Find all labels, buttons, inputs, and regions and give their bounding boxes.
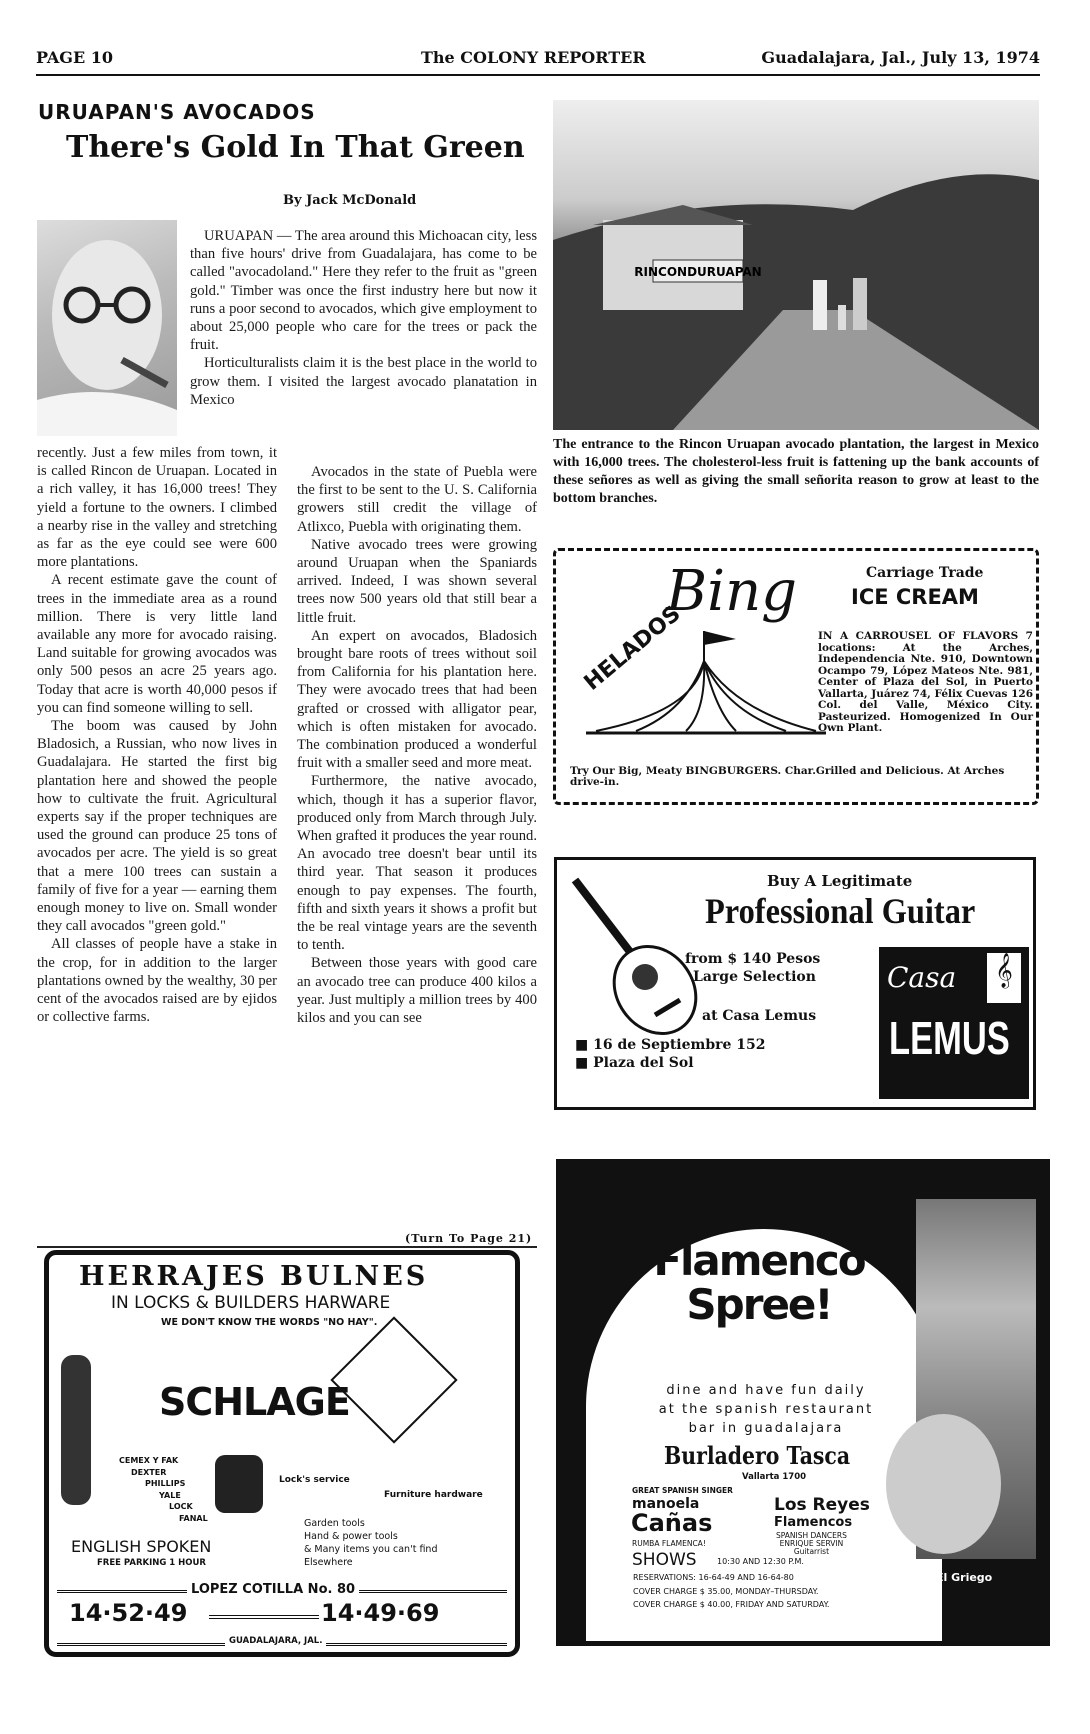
plantation-photo [553,100,1039,430]
cover-weekday: COVER CHARGE $ 35.00, MONDAY–THURSDAY. [633,1587,819,1596]
singer-first-name: manoela [632,1496,700,1512]
location-item: ■ 16 de Septiembre 152 [575,1037,766,1053]
bing-script-logo: Bing [666,559,797,624]
carousel-icon [586,621,826,741]
article-kicker: URUAPAN'S AVOCADOS [38,100,316,124]
hardware-subtitle: IN LOCKS & BUILDERS HARWARE [111,1293,391,1313]
furniture-hardware: Furniture hardware [384,1490,483,1500]
article-column-1 [37,444,277,1027]
singer-last-name: Cañas [631,1509,713,1537]
article-paragraph: The boom was caused by John Bladosich, a Russian, who now lives in Guadalajara. He started the first big plantation here and showed the people how to cultivate the fruit. Agricultural experts say if the proper techniques are used the ground can produce 25 tons of avocados per acre. The yield is so great that a mere 100 trees can sustain a family of five for a year — earning them enough money to live on. Small wonder they call avocados "green gold." [37,718,277,935]
byline: By Jack McDonald [283,193,417,208]
doorknob-icon [330,1316,457,1443]
article-paragraph: Horticulturalists claim it is the best place in the world to grow them. I visited the largest avocado planatation in Mexico [190,355,537,408]
cover-weekend: COVER CHARGE $ 40.00, FRIDAY AND SATURDAY. [633,1600,830,1609]
page-number: PAGE 10 [36,48,113,67]
photo-label: El Griego [936,1571,993,1584]
article-paragraph: URUAPAN — The area around this Michoacan city, less than five hours' drive from Guadalajara, has come to be called "avocadoland." Here they refer to the fruit as "green gold." Timber was once the first industry here but now it runs a poor second to avocados, which give employment to about 25,000 people who care for the trees or pack the fruit. [190,228,537,354]
author-photo [37,220,177,436]
extra-items: Garden tools Hand & power tools & Many items you can't find Elsewhere [304,1518,438,1568]
article-headline: There's Gold In That Green [66,130,525,165]
dateline: Guadalajara, Jal., July 13, 1974 [761,48,1040,67]
flamenco-title: Flamenco Spree! [653,1236,865,1329]
newspaper-name: The COLONY REPORTER [421,48,646,67]
guitar-ad-title: Professional Guitar [705,891,976,931]
article-paragraph: All classes of people have a stake in the crop, for in addition to the larger plantations owned by the wealthy, 30 per cent of the avocados raised are by ejidos or collective farms. [37,936,277,1026]
article-intro [190,227,537,409]
store-address: LOPEZ COTILLA No. 80 [187,1582,359,1597]
bingburgers-text: Try Our Big, Meaty BINGBURGERS. Char.Grilled and Delicious. At Arches drive-in. [570,765,1005,788]
hardware-title: HERRAJES BULNES [79,1261,429,1292]
reservations: RESERVATIONS: 16-64-49 AND 16-64-80 [633,1573,794,1582]
carriage-trade: Carriage Trade [866,565,984,581]
article-column-2 [297,463,537,1027]
location-item: ■ Plaza del Sol [575,1055,694,1071]
treble-clef-icon: 𝄞 [987,953,1021,1003]
locks-service: Lock's service [279,1475,350,1485]
article-paragraph: An expert on avocados, Bladosich brought bare roots of trees without soil from California for his plantation here. They were avocado trees that had been grafted or crossed with alligator pear, which is often mistaken for avocado. The combination produced a wonderful fruit with a smaller seed and more meat. [297,627,537,772]
dancers-info: SPANISH DANCERS ENRIQUE SERVIN Guitarrist [776,1531,847,1556]
show-times: 10:30 AND 12:30 P.M. [717,1557,804,1566]
flamenco-tagline: dine and have fun daily at the spanish restaurant bar in guadalajara [658,1383,874,1436]
logo-casa: Casa [887,961,957,994]
icecream-ad [553,548,1039,805]
store-city: GUADALAJARA, JAL. [225,1636,326,1646]
guitar-ad [554,857,1036,1110]
plantation-sign: RINCONDURUAPAN [634,265,762,279]
continued-jump: (Turn To Page 21) [405,1232,533,1245]
phone-1: 14·52·49 [69,1599,188,1627]
singer-label: GREAT SPANISH SINGER [632,1486,733,1495]
free-parking: FREE PARKING 1 HOUR [97,1558,206,1568]
flamenco-ad [556,1159,1050,1646]
article-paragraph: Furthermore, the native avocado, which, though it has a superior flavor, produced only from March through July. When grafted it produces the year round. An avocado tree doesn't bear until its third year. That season it produces enough to pay expenses. The fourth, fifth and sixth years it shows a profit but the be real vintage years are the seventh to tenth. [297,773,537,954]
lion-knocker-icon [215,1455,263,1513]
article-paragraph: Avocados in the state of Puebla were the first to be sent to the U. S. California growers still credit the village of Atlixco, Puebla with originating them. [297,464,537,535]
guitar-ad-intro: Buy A Legitimate [767,872,913,890]
page-header [36,44,1040,76]
group-name: Los Reyes [774,1495,870,1515]
logo-lemus: LEMUS [889,1012,1010,1064]
price-text: from $ 140 Pesos [685,951,821,967]
venue-name: Burladero Tasca [664,1441,851,1470]
hardware-ad [44,1250,520,1657]
guitar-price [685,950,820,986]
selection-text: Large Selection [693,969,816,985]
article-paragraph: A recent estimate gave the count of trees in the immediate area as a round million. There is very little land available any more for avocado raising. Land suitable for growing avocados was only 500 pesos an acre 25 years ago. Today that acre is worth 40,000 pesos if you can find someone willing to sell. [37,572,277,716]
door-handle-icon [61,1355,91,1505]
rumba-label: RUMBA FLAMENCA! [632,1539,706,1548]
guitar-locations [575,1036,766,1072]
schlage-logo: SCHLAGE [159,1380,350,1424]
divider [37,1246,537,1248]
at-casa-lemus: at Casa Lemus [702,1008,817,1024]
venue-address: Vallarta 1700 [742,1472,807,1482]
guitar-icon [565,870,705,1040]
hardware-slogan: WE DON'T KNOW THE WORDS "NO HAY". [161,1317,378,1328]
casa-lemus-logo [879,947,1029,1099]
brand-list: CEMEX Y FAK DEXTER PHILLIPS YALE LOCK FANAL [119,1456,208,1523]
article-paragraph: Between those years with good care an avocado tree can produce 400 kilos a year. Just multiply a million trees by 400 kilos and you can see [297,955,537,1027]
group-name-2: Flamencos [774,1515,853,1530]
helados-label: HELADOS [579,601,686,696]
article-paragraph: recently. Just a few miles from town, it is called Rincon de Uruapan. Located in a rich valley, it has 16,000 trees! They yield a fortune to the owners. I climbed a nearby rise in the valley and stretching as far as the eye could see were 600 more plantations. [37,445,277,571]
phone-2: 14·49·69 [321,1599,440,1627]
article-paragraph: Native avocado trees were growing around Uruapan when the Spaniards arrived. Indeed, I was shown several trees now 500 years old that still bear a little fruit. [297,536,537,626]
shows-label: SHOWS [632,1550,697,1570]
photo-caption: The entrance to the Rincon Uruapan avocado plantation, the largest in Mexico with 16,000 trees. The cholesterol-less fruit is fattening up the bank accounts of these señores as well as giving the small señorita reason to grow at least to the bottom branches. [553,437,1039,506]
icecream-locations: IN A CARROUSEL OF FLAVORS 7 locations: At the Arches, Independencia Nte. 910, Downtown Ocampo 79, López Mateos Nte. 981, Center of Plaza del Sol, in Puerto Vallarta, Juárez 74, Félix Cuevas 126 Col. del Valle, México City. Pasteurized. Homogenized In Our Own Plant. [818,630,1033,734]
english-spoken: ENGLISH SPOKEN [71,1537,212,1556]
icecream-title: ICE CREAM [851,585,979,609]
